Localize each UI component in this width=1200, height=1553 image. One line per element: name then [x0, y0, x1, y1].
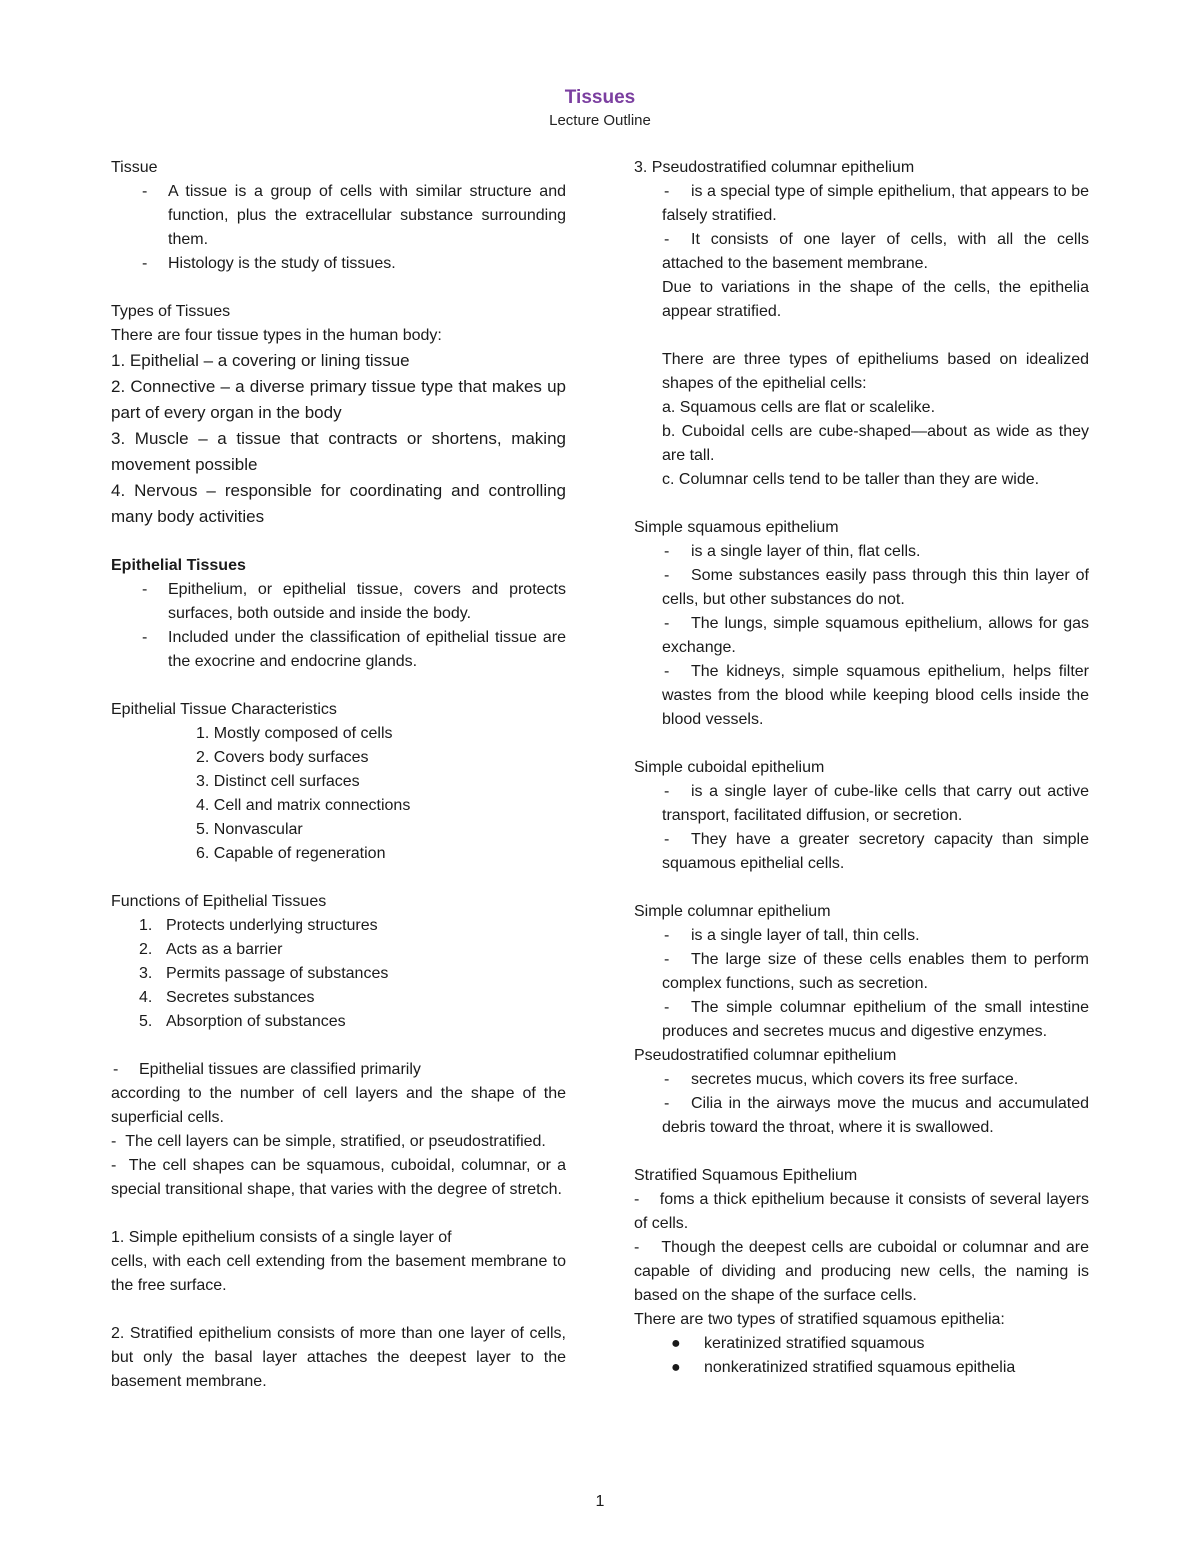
- list-text: Secretes substances: [166, 989, 315, 1006]
- classification-shapes-text: The cell shapes can be squamous, cuboidal, columnar, or a special transitional shape, that varies with the degree of stretch.: [111, 1157, 567, 1198]
- section-heading-simple-columnar: Simple columnar epithelium: [634, 903, 831, 920]
- list-item: - Included under the classification of epithelial tissue are the exocrine and endocrine glands.: [111, 626, 566, 674]
- types-intro: There are four tissue types in the human body:: [111, 327, 442, 344]
- list-item: [634, 924, 1089, 948]
- list-item: [634, 1068, 1089, 1092]
- list-item: [139, 938, 566, 962]
- list-item: [634, 1092, 1089, 1140]
- list-item: 6. Capable of regeneration: [196, 845, 386, 862]
- list-item: - A tissue is a group of cells with similar structure and function, plus the extracellular substance surrounding them.: [111, 180, 566, 252]
- classification-intro: - Epithelial tissues are classified primarily: [113, 1061, 421, 1078]
- section-heading-epithelial: Epithelial Tissues: [111, 557, 246, 574]
- list-item: [671, 1332, 1089, 1356]
- list-item: [634, 228, 1089, 276]
- stratified-epithelium-text: 2. Stratified epithelium consists of more than one layer of cells, but only the basal layer attaches the deepest layer to the basement membrane.: [111, 1325, 566, 1390]
- section-heading-pseudostratified: 3. Pseudostratified columnar epithelium: [634, 159, 915, 176]
- list-item: 4. Cell and matrix connections: [196, 797, 411, 814]
- list-item: - Histology is the study of tissues.: [111, 252, 566, 276]
- list-text: It consists of one layer of cells, with all the cells attached to the basement membrane.: [662, 231, 1089, 272]
- list-text: The kidneys, simple squamous epithelium, helps filter wastes from the blood while keeping blood cells inside the blood vessels.: [662, 663, 1089, 728]
- list-number: 2.: [139, 941, 153, 958]
- list-item: - Though the deepest cells are cuboidal or columnar and are capable of dividing and producing new cells, the naming is based on the shape of the surface cells.: [634, 1239, 1089, 1304]
- list-item: [139, 986, 566, 1010]
- list-number: 5.: [139, 1013, 153, 1030]
- list-item: 2. Covers body surfaces: [196, 749, 369, 766]
- list-number: 3.: [139, 965, 153, 982]
- list-text: The lungs, simple squamous epithelium, allows for gas exchange.: [662, 615, 1089, 656]
- stratified-types-intro: There are two types of stratified squamous epithelia:: [634, 1311, 1005, 1328]
- list-item: [634, 180, 1089, 228]
- list-item: [634, 540, 1089, 564]
- page-subtitle: Lecture Outline: [549, 112, 651, 129]
- list-item: - Epithelium, or epithelial tissue, covers and protects surfaces, both outside and inside the body.: [111, 578, 566, 626]
- list-number: 4.: [139, 989, 153, 1006]
- list-item: [634, 780, 1089, 828]
- list-item: 3. Muscle – a tissue that contracts or shortens, making movement possible: [111, 429, 566, 474]
- list-text: foms a thick epithelium because it consists of several layers of cells.: [634, 1191, 1090, 1232]
- list-text: is a special type of simple epithelium, that appears to be falsely stratified.: [662, 183, 1089, 224]
- list-item: 2. Connective – a diverse primary tissue type that makes up part of every organ in the body: [111, 377, 566, 422]
- list-text: Cilia in the airways move the mucus and accumulated debris toward the throat, where it is swallowed.: [662, 1095, 1089, 1136]
- list-item: [634, 948, 1089, 996]
- classification-shapes: - The cell shapes can be squamous, cuboidal, columnar, or a special transitional shape, that varies with the degree of stretch.: [111, 1157, 567, 1198]
- list-item: 1. Mostly composed of cells: [196, 725, 393, 742]
- list-item: 5. Nonvascular: [196, 821, 303, 838]
- bullet-icon: ●: [671, 1359, 681, 1376]
- section-heading-pseudostratified-2: Pseudostratified columnar epithelium: [634, 1047, 897, 1064]
- simple-epithelium-first: 1. Simple epithelium consists of a single layer of: [111, 1229, 452, 1246]
- list-text: Though the deepest cells are cuboidal or columnar and are capable of dividing and producing new cells, the naming is based on the shape of the surface cells.: [634, 1239, 1089, 1304]
- title-block: [0, 86, 1200, 132]
- list-item: [139, 962, 566, 986]
- classification-layers: - The cell layers can be simple, stratified, or pseudostratified.: [111, 1133, 546, 1150]
- section-heading-stratified-squamous: Stratified Squamous Epithelium: [634, 1167, 858, 1184]
- list-text: The large size of these cells enables them to perform complex functions, such as secretion.: [662, 951, 1089, 992]
- list-text: keratinized stratified squamous: [704, 1335, 925, 1352]
- list-text: is a single layer of thin, flat cells.: [691, 543, 921, 560]
- list-text: Permits passage of substances: [166, 965, 389, 982]
- types-list: [111, 348, 566, 530]
- list-text: Some substances easily pass through this thin layer of cells, but other substances do not.: [662, 567, 1089, 608]
- classification-rest: according to the number of cell layers and the shape of the superficial cells.: [111, 1085, 566, 1126]
- left-column: [111, 156, 566, 1394]
- right-column: [634, 156, 1089, 1380]
- page-number: 1: [595, 1493, 605, 1510]
- section-heading-characteristics: Epithelial Tissue Characteristics: [111, 701, 337, 718]
- list-item: [634, 660, 1089, 732]
- list-item: 4. Nervous – responsible for coordinating and controlling many body activities: [111, 481, 566, 526]
- list-item: - foms a thick epithelium because it consists of several layers of cells.: [634, 1191, 1090, 1232]
- characteristics-list: [111, 722, 566, 866]
- list-item: 1. Epithelial – a covering or lining tissue: [111, 351, 410, 370]
- list-text: Acts as a barrier: [166, 941, 283, 958]
- list-text: Absorption of substances: [166, 1013, 346, 1030]
- list-text: nonkeratinized stratified squamous epithelia: [704, 1359, 1016, 1376]
- functions-list: [111, 914, 566, 1034]
- list-text: Protects underlying structures: [166, 917, 378, 934]
- list-item: [634, 612, 1089, 660]
- list-item: b. Cuboidal cells are cube-shaped—about as wide as they are tall.: [662, 423, 1089, 464]
- list-item: [139, 914, 566, 938]
- section-heading-simple-cuboidal: Simple cuboidal epithelium: [634, 759, 825, 776]
- classification-first: Epithelial tissues are classified primarily: [139, 1061, 421, 1078]
- list-number: 1.: [139, 917, 153, 934]
- classification-layers-text: The cell layers can be simple, stratified, or pseudostratified.: [125, 1133, 546, 1150]
- pseudo-note: Due to variations in the shape of the cells, the epithelia appear stratified.: [662, 279, 1089, 320]
- list-item: a. Squamous cells are flat or scalelike.: [662, 399, 936, 416]
- section-heading-functions: Functions of Epithelial Tissues: [111, 893, 327, 910]
- list-text: The simple columnar epithelium of the small intestine produces and secretes mucus and digestive enzymes.: [662, 999, 1089, 1040]
- list-item: c. Columnar cells tend to be taller than they are wide.: [662, 471, 1040, 488]
- list-text: is a single layer of tall, thin cells.: [691, 927, 920, 944]
- list-item: [634, 996, 1089, 1044]
- list-text: They have a greater secretory capacity than simple squamous epithelial cells.: [662, 831, 1089, 872]
- list-text: is a single layer of cube-like cells that carry out active transport, facilitated diffusion, or secretion.: [662, 783, 1089, 824]
- section-heading-tissue: Tissue: [111, 159, 158, 176]
- list-item: [634, 828, 1089, 876]
- list-item: [634, 564, 1089, 612]
- list-item: [671, 1356, 1089, 1380]
- bullet-icon: ●: [671, 1335, 681, 1352]
- page-title: Tissues: [564, 87, 636, 108]
- list-item: [139, 1010, 566, 1034]
- stratified-types-list: [634, 1332, 1089, 1380]
- section-heading-types: Types of Tissues: [111, 303, 231, 320]
- list-text: secretes mucus, which covers its free surface.: [691, 1071, 1019, 1088]
- list-item: 3. Distinct cell surfaces: [196, 773, 360, 790]
- section-heading-simple-squamous: Simple squamous epithelium: [634, 519, 839, 536]
- shapes-intro: There are three types of epitheliums based on idealized shapes of the epithelial cells:: [662, 351, 1089, 392]
- simple-epithelium-rest: cells, with each cell extending from the basement membrane to the free surface.: [111, 1253, 566, 1294]
